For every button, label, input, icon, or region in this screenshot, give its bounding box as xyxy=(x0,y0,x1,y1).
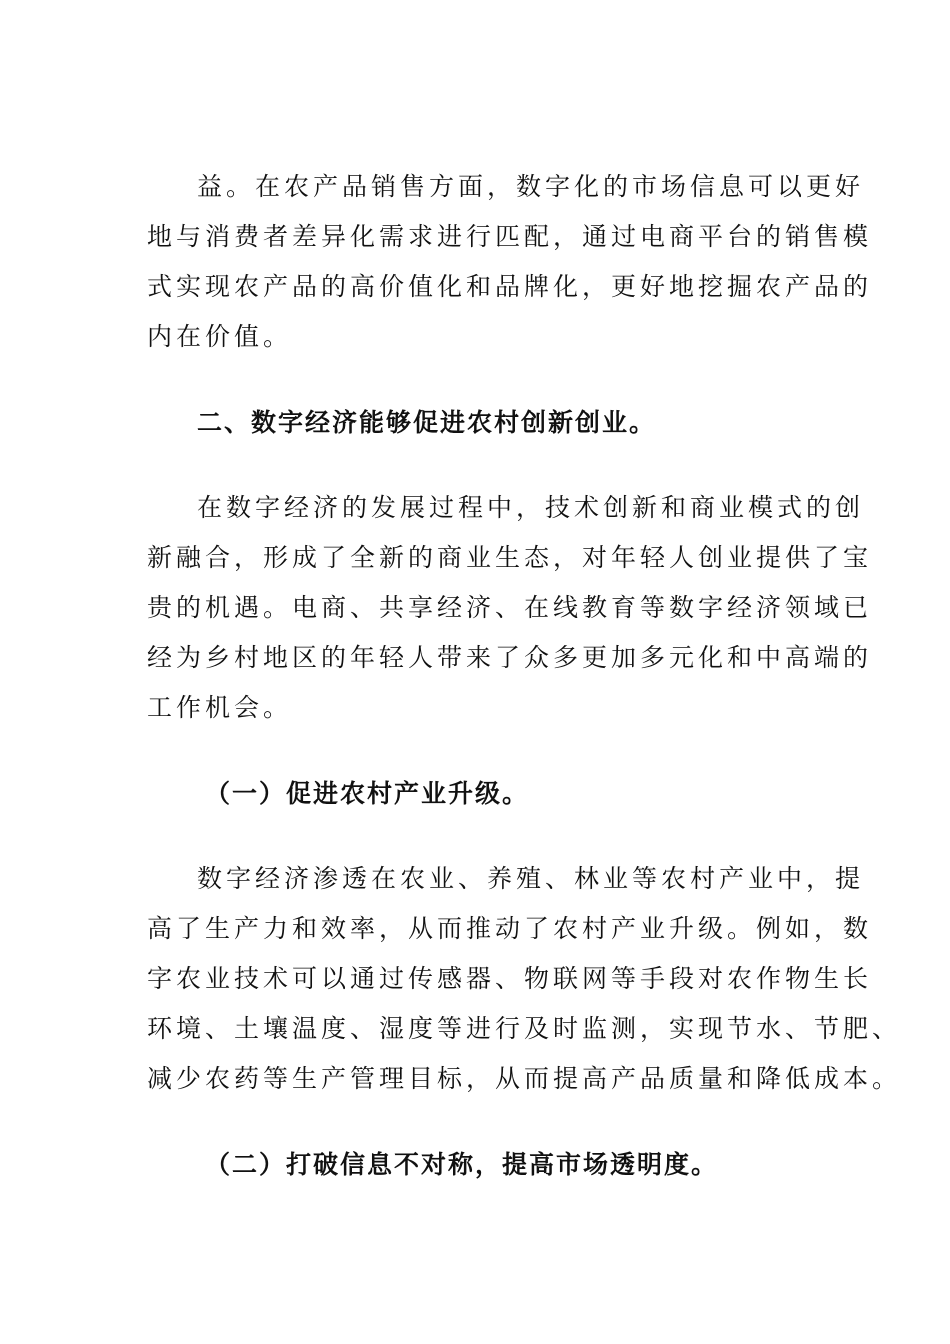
subsection-heading: （一）促进农村产业升级。 xyxy=(205,779,530,808)
paragraph-line: 经为乡村地区的年轻人带来了众多更加多元化和中高端的 xyxy=(147,643,873,672)
paragraph-line: 字农业技术可以通过传感器、物联网等手段对农作物生长 xyxy=(147,964,873,993)
paragraph-line: 环境、土壤温度、湿度等进行及时监测，实现节水、节肥、 xyxy=(147,1014,902,1043)
paragraph-line: 在数字经济的发展过程中，技术创新和商业模式的创 xyxy=(197,493,865,522)
paragraph-line: 贵的机遇。电商、共享经济、在线教育等数字经济领域已 xyxy=(147,593,873,622)
paragraph-line: 内在价值。 xyxy=(147,322,293,351)
paragraph-line: 减少农药等生产管理目标，从而提高产品质量和降低成本。 xyxy=(147,1064,902,1093)
paragraph-line: 益。在农产品销售方面，数字化的市场信息可以更好 xyxy=(197,172,865,201)
paragraph-line: 高了生产力和效率，从而推动了农村产业升级。例如，数 xyxy=(147,914,873,943)
subsection-heading: （二）打破信息不对称，提高市场透明度。 xyxy=(205,1150,719,1179)
paragraph-line: 地与消费者差异化需求进行匹配，通过电商平台的销售模 xyxy=(147,222,873,251)
section-heading: 二、数字经济能够促进农村创新创业。 xyxy=(197,408,657,437)
paragraph-line: 工作机会。 xyxy=(147,693,293,722)
paragraph-line: 新融合，形成了全新的商业生态，对年轻人创业提供了宝 xyxy=(147,543,873,572)
paragraph-line: 式实现农产品的高价值化和品牌化，更好地挖掘农产品的 xyxy=(147,272,873,301)
paragraph-line: 数字经济渗透在农业、养殖、林业等农村产业中，提 xyxy=(197,864,865,893)
